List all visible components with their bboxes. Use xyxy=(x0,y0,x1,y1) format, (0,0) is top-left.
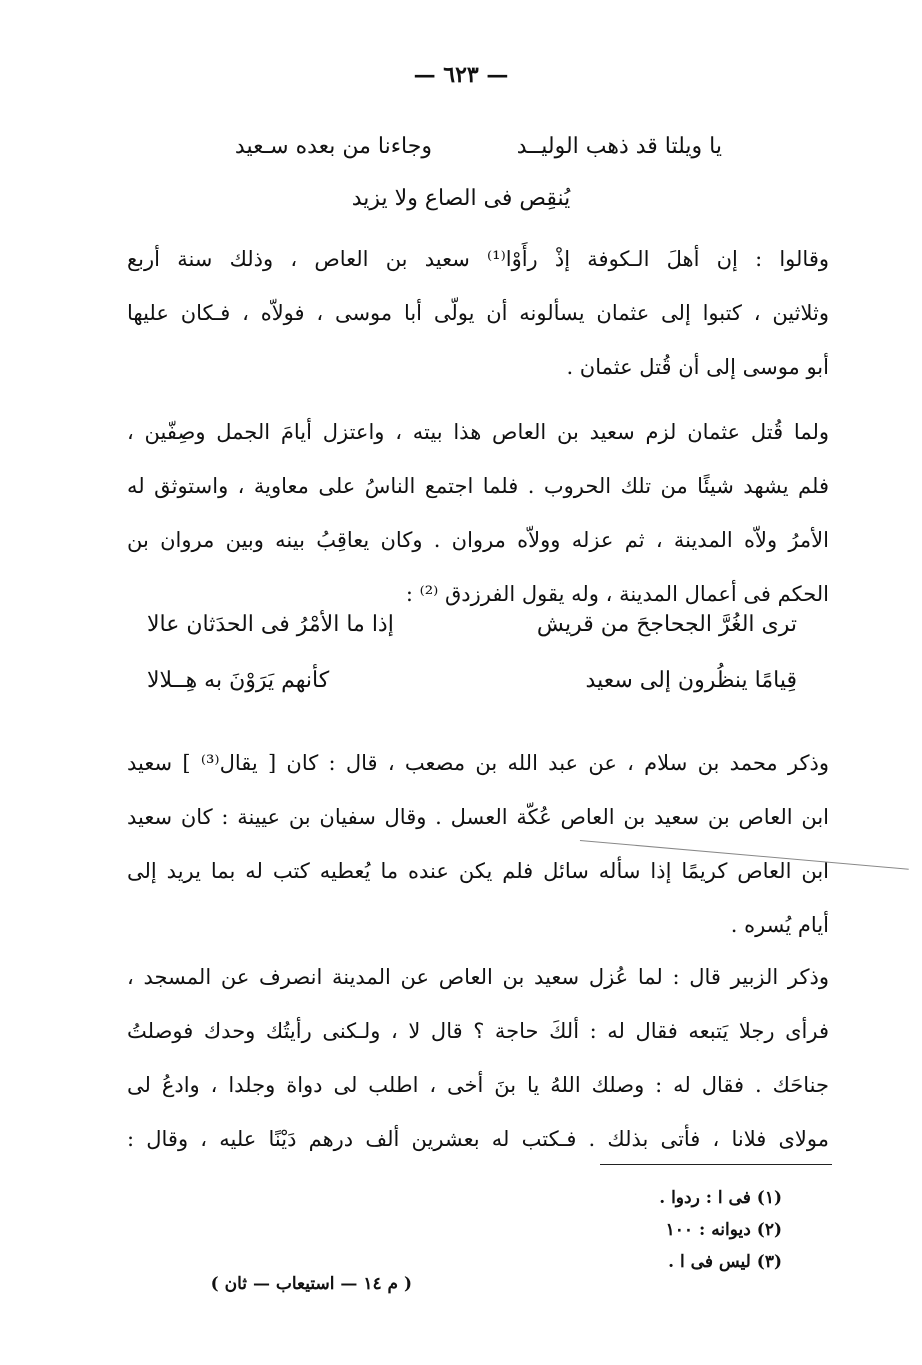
paragraph-line: وثلاثين ، كتبوا إلى عثمان يسألونه أن يولّى أبا موسى ، فولاّه ، فـكان عليها xyxy=(127,301,829,325)
paragraph-line: وذكر الزبير قال : لما عُزل سعيد بن العاص عن المدينة انصرف عن المسجد ، xyxy=(127,965,829,989)
paragraph-line: وذكر محمد بن سلام ، عن عبد الله بن مصعب ، قال : كان [ يقال⁽³⁾ ] سعيد xyxy=(127,751,829,775)
paragraph-line: فلم يشهد شيئًا من تلك الحروب . فلما اجتمع الناسُ على معاوية ، واستوثق له xyxy=(127,474,829,498)
paragraph-2 xyxy=(127,405,829,621)
paragraph-1 xyxy=(127,232,829,394)
poem-hemistich-first: ترى الغُرَّ الجحاجحَ من قريش xyxy=(536,612,797,637)
paragraph-line: الحكم فى أعمال المدينة ، وله يقول الفرزدق ⁽²⁾ : xyxy=(405,582,829,606)
paragraph-line: أيام يُسره . xyxy=(730,913,829,937)
paragraph-line: ابن العاص كريمًا إذا سأله سائل فلم يكن عنده ما يُعطيه كتب له بما يريد إلى xyxy=(127,859,829,883)
footnote-separator xyxy=(600,1164,832,1165)
paragraph-line: ابن العاص بن سعيد بن العاص عُكّة العسل . وقال سفيان بن عيينة : كان سعيد xyxy=(127,805,829,829)
page-number: — ٦٢٣ — xyxy=(413,62,509,88)
footnote-3: (٣) ليس فى ا . xyxy=(668,1252,782,1272)
poem-farazdaq xyxy=(147,612,797,724)
printer-signature: ( م ١٤ — استيعاب — ثان ) xyxy=(210,1274,412,1294)
paragraph-line: وقالوا : إن أهلَ الـكوفة إذْ رأَوْا⁽¹⁾ سعيد بن العاص ، وذلك سنة أربع xyxy=(127,247,829,271)
paragraph-line: فرأى رجلا يَتبعه فقال له : ألكَ حاجة ؟ قال لا ، ولـكنى رأيتُك وحدك فوصلتُ xyxy=(127,1019,829,1043)
paragraph-line: الأمرُ ولاّه المدينة ، ثم عزله وولاّه مروان . وكان يعاقِبُ بينه وبين مروان بن xyxy=(127,528,829,552)
opening-verse-hemistich-1: يا ويلتا قد ذهب الوليــد xyxy=(516,134,722,159)
poem-hemistich-second: كأنهم يَرَوْنَ به هِــلالا xyxy=(147,668,330,693)
opening-verse-hemistich-2: وجاءنا من بعده سـعيد xyxy=(234,134,432,159)
poem-verse xyxy=(147,612,797,668)
footnotes xyxy=(482,1182,782,1278)
poem-hemistich-first: قِيامًا ينظُرون إلى سعيد xyxy=(585,668,797,693)
paragraph-line: أبو موسى إلى أن قُتل عثمان . xyxy=(566,355,829,379)
opening-verse-line-2: يُنقِص فى الصاع ولا يزيد xyxy=(351,186,571,211)
poem-verse xyxy=(147,668,797,724)
poem-hemistich-second: إذا ما الأمْرُ فى الحدَثان عالا xyxy=(147,612,394,637)
paragraph-line: ولما قُتل عثمان لزم سعيد بن العاص هذا بيته ، واعتزل أيامَ الجمل وصِفّين ، xyxy=(127,420,829,444)
paragraph-3 xyxy=(127,736,829,952)
footnote-1: (١) فى ا : ردوا . xyxy=(659,1188,782,1208)
paragraph-line: مولاى فلانا ، فأتى بذلك . فـكتب له بعشرين ألف درهم دَيْنًا عليه ، وقال : xyxy=(127,1127,829,1151)
paragraph-line: جناحَك . فقال له : وصلك اللهُ يا بنَ أخى ، اطلب لى دواة وجلدا ، وادعُ لى xyxy=(127,1073,829,1097)
footnote-2: (٢) ديوانه : ١٠٠ xyxy=(665,1220,782,1240)
paragraph-4 xyxy=(127,950,829,1166)
